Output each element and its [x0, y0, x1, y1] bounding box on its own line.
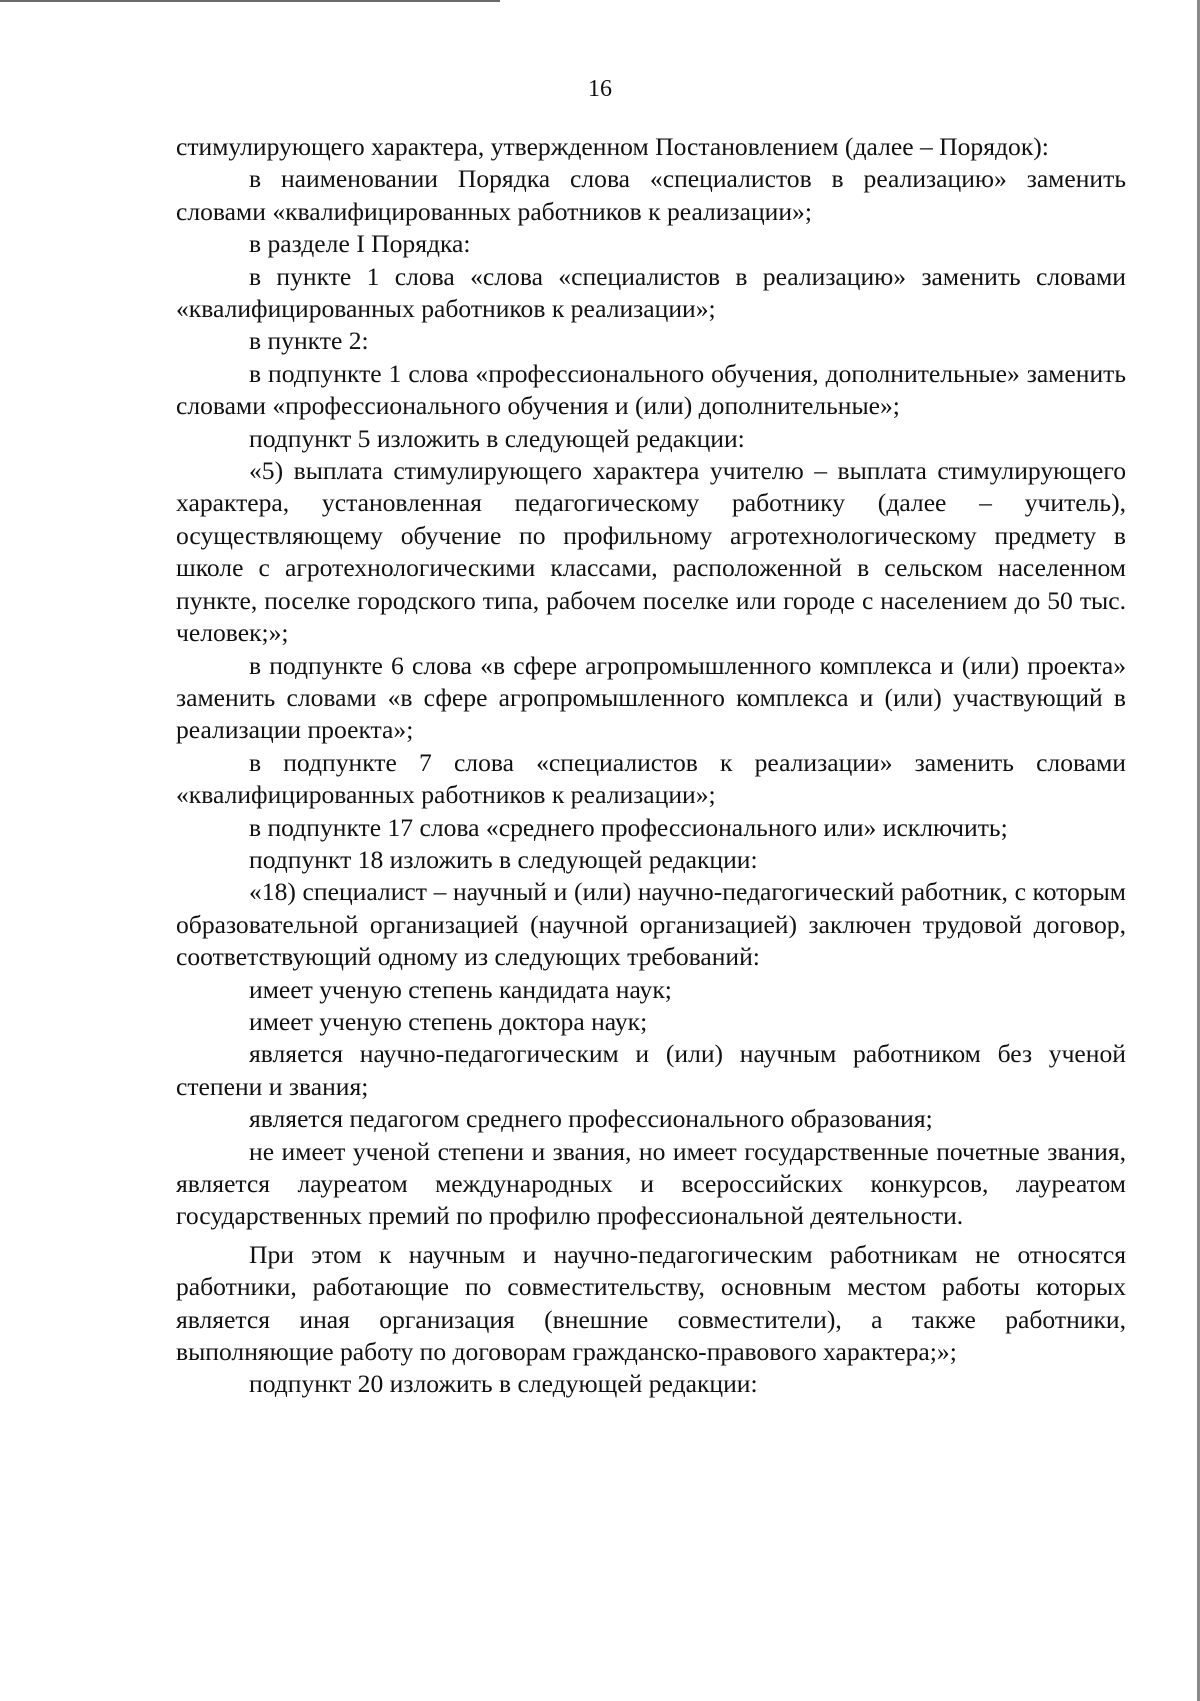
- paragraph: стимулирующего характера, утвержденном Постановлением (далее – Порядок):: [176, 132, 1049, 161]
- paragraph: имеет ученую степень кандидата наук;: [249, 974, 672, 1004]
- paragraph: в подпункте 17 слова «среднего профессионального или» исключить;: [249, 812, 1008, 842]
- paragraph: в разделе I Порядка:: [249, 229, 471, 259]
- paragraph: подпункт 18 изложить в следующей редакции:: [249, 844, 758, 874]
- paragraph: подпункт 5 изложить в следующей редакции:: [249, 423, 745, 453]
- paragraph: в пункте 1 слова «слова «специалистов в реализацию» заменить словами «квалифицированных работников к реализации»;: [176, 261, 1126, 324]
- paragraph: «5) выплата стимулирующего характера учителю – выплата стимулирующего характера, установленная педагогическому работнику (далее – учитель), осуществляющему обучение по профильному агротехнологическому предмету в школе с агротехнологическими классами, расположенной в сельском населенном пункте, поселке городского типа, рабочем поселке или городе с населением до 50 тыс. человек;»;: [176, 456, 1126, 648]
- paragraph: подпункт 20 изложить в следующей редакции:: [249, 1369, 758, 1399]
- paragraph: не имеет ученой степени и звания, но имеет государственные почетные звания, является лауреатом международных и всероссийских конкурсов, лауреатом государственных премий по профилю профессиональной деятельности.: [176, 1136, 1126, 1231]
- paragraph: является научно-педагогическим и (или) научным работником без ученой степени и звания;: [176, 1039, 1126, 1101]
- document-body: [176, 131, 1126, 1401]
- paragraph: имеет ученую степень доктора наук;: [249, 1006, 648, 1036]
- paragraph: «18) специалист – научный и (или) научно-педагогический работник, с которым образовательной организацией (научной организацией) заключен трудовой договор, соответствующий одному из следующих требований:: [176, 877, 1126, 972]
- paragraph: является педагогом среднего профессионального образования;: [249, 1104, 933, 1134]
- scan-edge-top: [0, 0, 500, 2]
- paragraph: в пункте 2:: [249, 326, 369, 356]
- paragraph: в подпункте 7 слова «специалистов к реализации» заменить словами «квалифицированных работников к реализации»;: [176, 747, 1126, 810]
- paragraph: в подпункте 1 слова «профессионального обучения, дополнительные» заменить словами «профессионального обучения и (или) дополнительные»;: [176, 358, 1126, 421]
- paragraph: в наименовании Порядка слова «специалистов в реализацию» заменить словами «квалифицированных работников к реализации»;: [176, 164, 1126, 226]
- page-number: 16: [588, 76, 612, 102]
- paragraph: При этом к научным и научно-педагогическим работникам не относятся работники, работающие по совместительству, основным местом работы которых является иная организация (внешние совместители), а также работники, выполняющие работу по договорам гражданско-правового характера;»;: [176, 1239, 1126, 1367]
- paragraph: в подпункте 6 слова «в сфере агропромышленного комплекса и (или) проекта» заменить словами «в сфере агропромышленного комплекса и (или) участвующий в реализации проекта»;: [176, 650, 1126, 745]
